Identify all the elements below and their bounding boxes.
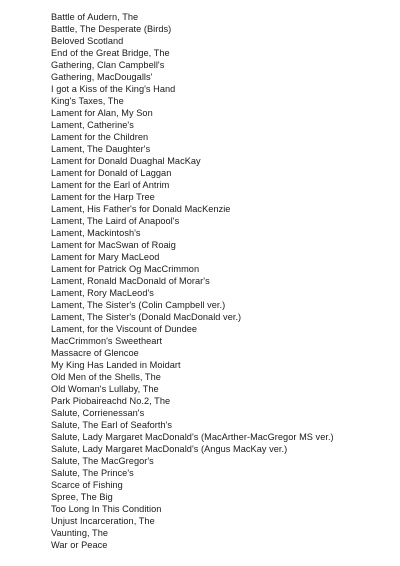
list-item: Gathering, Clan Campbell's bbox=[51, 60, 165, 70]
list-item: Lament, for the Viscount of Dundee bbox=[51, 324, 198, 334]
list-item: Lament for Patrick Og MacCrimmon bbox=[51, 264, 200, 274]
tune-list bbox=[51, 11, 391, 551]
list-item: Lament, Ronald MacDonald of Morar's bbox=[51, 276, 210, 286]
list-item: Battle of Audern, The bbox=[51, 12, 139, 22]
list-item: Lament for Donald Duaghal MacKay bbox=[51, 156, 201, 166]
list-item: Salute, The Earl of Seaforth's bbox=[51, 420, 173, 430]
list-item: Park Piobaireachd No.2, The bbox=[51, 396, 171, 406]
list-item: Lament for Alan, My Son bbox=[51, 108, 153, 118]
list-item: Too Long In This Condition bbox=[51, 504, 162, 514]
list-item: Old Men of the Shells, The bbox=[51, 372, 161, 382]
list-item: Lament for Donald of Laggan bbox=[51, 168, 172, 178]
list-item: Lament, The Sister's (Donald MacDonald ver.) bbox=[51, 312, 242, 322]
list-item: Battle, The Desperate (Birds) bbox=[51, 24, 172, 34]
list-item: Lament for MacSwan of Roaig bbox=[51, 240, 176, 250]
list-item: King's Taxes, The bbox=[51, 96, 124, 106]
list-item: Scarce of Fishing bbox=[51, 480, 123, 490]
list-item: Salute, The MacGregor's bbox=[51, 456, 154, 466]
list-item: Beloved Scotland bbox=[51, 36, 124, 46]
list-item: Salute, Lady Margaret MacDonald's (Angus MacKay ver.) bbox=[51, 444, 288, 454]
list-item: Lament, The Daughter's bbox=[51, 144, 151, 154]
list-item: Gathering, MacDougalls' bbox=[51, 72, 153, 82]
list-item: Vaunting, The bbox=[51, 528, 109, 538]
list-item: Lament, His Father's for Donald MacKenzie bbox=[51, 204, 231, 214]
list-item: Lament for the Children bbox=[51, 132, 149, 142]
list-item: Lament for the Earl of Antrim bbox=[51, 180, 170, 190]
list-item: Salute, Lady Margaret MacDonald's (MacArther-MacGregor MS ver.) bbox=[51, 432, 334, 442]
list-item: Lament, Rory MacLeod's bbox=[51, 288, 154, 298]
list-item: War or Peace bbox=[51, 540, 108, 550]
list-item: I got a Kiss of the King's Hand bbox=[51, 84, 176, 94]
list-item: Old Woman's Lullaby, The bbox=[51, 384, 159, 394]
list-item: My King Has Landed in Moidart bbox=[51, 360, 181, 370]
list-item: Unjust Incarceration, The bbox=[51, 516, 155, 526]
list-item: Lament for Mary MacLeod bbox=[51, 252, 160, 262]
list-item: Massacre of Glencoe bbox=[51, 348, 139, 358]
list-item: Lament, Mackintosh's bbox=[51, 228, 141, 238]
list-item: Lament, The Sister's (Colin Campbell ver.) bbox=[51, 300, 226, 310]
list-item: Lament, The Laird of Anapool's bbox=[51, 216, 180, 226]
list-item: Spree, The Big bbox=[51, 492, 113, 502]
list-item: Lament, Catherine's bbox=[51, 120, 134, 130]
list-item: Salute, The Prince's bbox=[51, 468, 134, 478]
list-item: Salute, Corrienessan's bbox=[51, 408, 145, 418]
list-item: Lament for the Harp Tree bbox=[51, 192, 155, 202]
list-item: End of the Great Bridge, The bbox=[51, 48, 170, 58]
list-item: MacCrimmon's Sweetheart bbox=[51, 336, 163, 346]
